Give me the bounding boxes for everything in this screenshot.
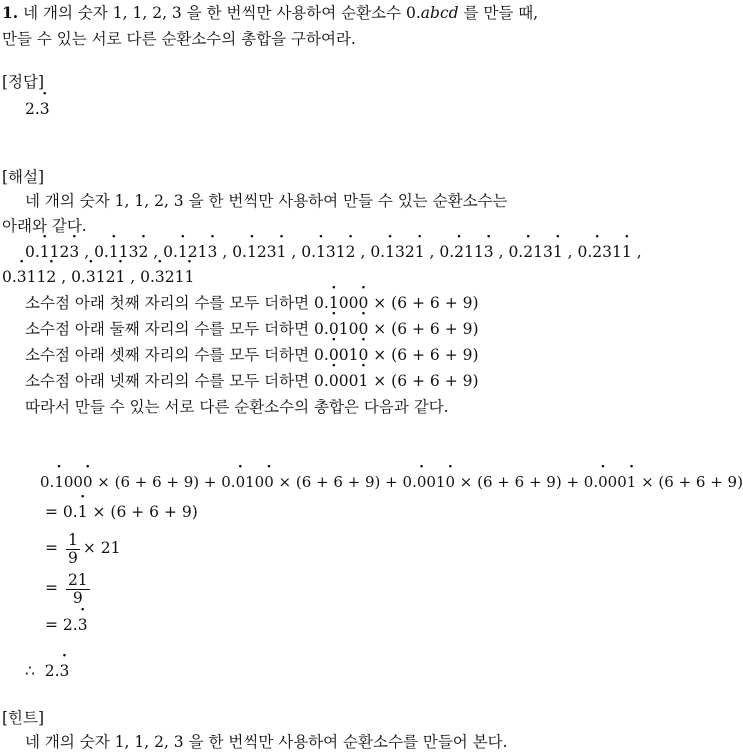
repeating-decimal	[140, 268, 194, 286]
decimal-int-part: 0.	[301, 243, 317, 261]
repeat-start-digit: 1 ·	[40, 241, 50, 263]
decimal-int-part: 0.	[25, 243, 40, 261]
decimal-int-part: 0.	[232, 243, 247, 261]
repeating-decimal	[578, 243, 632, 261]
decimal-list-row-1: 0.1 ·123 · , 0.1 ·132 · , 0.1 ·213 · , 0.1 ·231 · , 0.1 ·312 · , 0.1 ·321 · , 0.2 ·113 · , 0.2 ·131 · , 0.2 ·311 · ,	[25, 241, 642, 263]
calc-term-tail: × (6 + 6 + 9) +	[273, 473, 403, 491]
middle-digits: 00	[338, 372, 359, 390]
repeat-end-digit: 1 ·	[415, 241, 425, 263]
problem-number: 1.	[2, 3, 19, 22]
repeating-decimal	[403, 473, 456, 491]
repeating-decimal	[314, 372, 368, 390]
repeating-decimal	[370, 243, 424, 261]
problem-line-1	[2, 2, 538, 24]
repeat-start-digit: 1 ·	[54, 471, 64, 493]
repeat-end-digit: 3 ·	[208, 241, 218, 263]
decimal-int-part: 0.	[508, 243, 524, 261]
calc-term-tail: × (6 + 6 + 9)	[636, 473, 743, 491]
calc-line-1	[40, 471, 743, 493]
repeat-end-digit: d ·	[449, 2, 459, 24]
decimal-int-part: 0.	[577, 243, 593, 261]
calc-line-3: = $\frac{1}{9}$ × 21	[45, 530, 121, 567]
middle-digits: 00	[607, 473, 627, 491]
answer-header: [정답]	[2, 73, 45, 91]
sum-multiplier: × (6 + 6 + 9)	[368, 294, 479, 312]
repeat-end-digit: 0 ·	[358, 292, 368, 314]
decimal-int-part: 0.	[221, 473, 236, 491]
repeating-decimal	[439, 243, 493, 261]
hint-text: 네 개의 숫자 1, 1, 2, 3 을 한 번씩만 사용하여 순환소수를 만들어 본다.	[25, 733, 508, 751]
decimal-int-part: 0.	[370, 243, 386, 261]
repeat-end-digit: 1 ·	[115, 266, 125, 288]
middle-digits: 10	[338, 320, 359, 338]
repeating-decimal	[232, 243, 286, 261]
middle-digits: 32	[394, 243, 415, 261]
repeat-start-digit: 3 ·	[155, 266, 165, 288]
decimal-int-part: 0.	[314, 346, 329, 364]
repeat-end-digit: 1 ·	[358, 370, 368, 392]
explanation-intro-2: 아래와 같다.	[2, 217, 87, 235]
problem-line-2: 만들 수 있는 서로 다른 순환소수의 총합을 구하여라.	[2, 30, 356, 48]
repeat-end-digit: 2 ·	[138, 241, 148, 263]
fraction-one-ninth: $\frac{1}{9}$	[67, 530, 78, 567]
sum-multiplier: × (6 + 6 + 9)	[368, 372, 479, 390]
middle-digits: 21	[187, 243, 208, 261]
repeating-decimal	[71, 268, 125, 286]
repeat-end-digit: 0 ·	[358, 344, 368, 366]
conclusion-line: 따라서 만들 수 있는 서로 다른 순환소수의 총합은 다음과 같다.	[25, 398, 449, 416]
repeat-end-digit: 0 ·	[83, 471, 93, 493]
calc-repeat-digit: 1 ·	[78, 501, 88, 523]
repeat-start-digit: 0 ·	[598, 471, 608, 493]
repeat-start-digit: 0 ·	[329, 344, 339, 366]
middle-digits: 23	[256, 243, 277, 261]
explanation-header: [해설]	[2, 168, 45, 186]
sum-line-1	[25, 292, 479, 314]
hint-header: [힌트]	[2, 709, 45, 727]
repeat-start-digit: 0 ·	[329, 370, 339, 392]
repeat-start-digit: 2 ·	[454, 241, 464, 263]
repeat-end-digit: 1 ·	[627, 471, 637, 493]
sum-multiplier: × (6 + 6 + 9)	[368, 346, 479, 364]
repeating-decimal	[221, 473, 274, 491]
repeat-start-digit: 0 ·	[329, 318, 339, 340]
middle-digits: 31	[602, 243, 622, 261]
middle-digits: 01	[338, 346, 359, 364]
calc-term-tail: × (6 + 6 + 9) +	[455, 473, 584, 491]
middle-digits: 12	[95, 268, 116, 286]
repeat-end-digit: 1 ·	[185, 266, 195, 288]
repeat-end-digit: 1 ·	[553, 241, 563, 263]
sum-line-4	[25, 370, 479, 392]
repeat-start-digit: 3 ·	[86, 266, 96, 288]
calc-line-5: = 2.3 ·	[45, 614, 88, 636]
calc-line-2: = 0.1 · × (6 + 6 + 9)	[45, 501, 198, 523]
decimal-int-part: 0.	[2, 268, 17, 286]
repeat-start-digit: 1 ·	[385, 241, 395, 263]
repeating-decimal	[301, 243, 355, 261]
repeat-end-digit: 1 ·	[622, 241, 632, 263]
repeat-start-digit: 2 ·	[523, 241, 533, 263]
decimal-int-part: 0.	[314, 294, 329, 312]
repeat-start-digit: 0 ·	[236, 471, 246, 493]
repeating-decimal	[2, 268, 56, 286]
middle-digits: 11	[26, 268, 47, 286]
decimal-int-part: 0.	[402, 473, 417, 491]
calc-term-tail: × (6 + 6 + 9) +	[92, 473, 222, 491]
decimal-int-part: 0.	[314, 320, 329, 338]
problem-text-post: 를 만들 때,	[458, 4, 539, 22]
answer-int: 2.	[25, 100, 40, 118]
repeat-end-digit: 2 ·	[46, 266, 56, 288]
repeat-start-digit: 1 ·	[247, 241, 257, 263]
repeat-end-digit: 1 ·	[277, 241, 287, 263]
middle-digits: 00	[338, 294, 359, 312]
repeat-start-digit: a ·	[421, 2, 430, 24]
middle-digits: 10	[245, 473, 265, 491]
repeat-start-digit: 1 ·	[316, 241, 326, 263]
explanation-intro-1: 네 개의 숫자 1, 1, 2, 3 을 한 번씩만 사용하여 만들 수 있는 순환소수는	[25, 192, 508, 210]
repeat-start-digit: 2 ·	[592, 241, 602, 263]
repeat-start-digit: 1 ·	[329, 292, 339, 314]
middle-digits: 01	[426, 473, 446, 491]
repeat-start-digit: 1 ·	[109, 241, 119, 263]
repeating-decimal	[508, 243, 562, 261]
calc-result-repeat-digit: 3 ·	[78, 614, 88, 636]
therefore-line: ∴ 2.3 ·	[25, 660, 69, 682]
decimal-list-row-2: 0.3 ·112 · , 0.3 ·121 · , 0.3 ·211 ·	[2, 266, 194, 288]
sum-line-3	[25, 344, 479, 366]
therefore-symbol: ∴	[25, 662, 35, 680]
decimal-int-part: 0.	[140, 268, 155, 286]
middle-digits: 13	[118, 243, 139, 261]
decimal-int-part: 0.	[71, 268, 86, 286]
repeat-end-digit: 0 ·	[358, 318, 368, 340]
repeat-end-digit: 3 ·	[484, 241, 494, 263]
repeat-start-digit: 1 ·	[178, 241, 188, 263]
fraction-21-ninths: $\frac{21}{9}$	[67, 570, 88, 607]
middle-digits: bc	[430, 4, 449, 22]
therefore-repeat-digit: 3 ·	[60, 660, 70, 682]
middle-digits: 13	[533, 243, 553, 261]
decimal-int-part: 0.	[314, 372, 329, 390]
decimal-int-part: 0.	[163, 243, 178, 261]
answer-repeat-digit: 3 ·	[40, 98, 50, 120]
middle-digits: 11	[464, 243, 484, 261]
middle-digits: 31	[325, 243, 346, 261]
decimal-int-part: 0.	[439, 243, 455, 261]
repeat-end-digit: 2 ·	[346, 241, 356, 263]
sum-description: 소수점 아래 셋째 자리의 수를 모두 더하면	[25, 346, 315, 364]
repeat-end-digit: 0 ·	[264, 471, 274, 493]
middle-digits: 00	[63, 473, 83, 491]
sum-description: 소수점 아래 둘째 자리의 수를 모두 더하면	[25, 320, 315, 338]
repeat-end-digit: 3 ·	[69, 241, 79, 263]
answer-value	[25, 98, 50, 120]
decimal-int-part: 0.	[94, 243, 109, 261]
sum-multiplier: × (6 + 6 + 9)	[368, 320, 479, 338]
decimal-int-part: 0.	[40, 473, 55, 491]
sum-description: 소수점 아래 첫째 자리의 수를 모두 더하면	[25, 294, 315, 312]
repeat-start-digit: 3 ·	[17, 266, 27, 288]
repeating-decimal	[584, 473, 637, 491]
sum-line-2	[25, 318, 479, 340]
repeat-start-digit: 0 ·	[417, 471, 427, 493]
middle-digits: 12	[49, 243, 70, 261]
calc-line-4: = $\frac{21}{9}$	[45, 570, 88, 607]
repeat-end-digit: 0 ·	[445, 471, 455, 493]
middle-digits: 21	[164, 268, 185, 286]
decimal-int-part: 0.	[583, 473, 599, 491]
sum-description: 소수점 아래 넷째 자리의 수를 모두 더하면	[25, 372, 315, 390]
problem-text: 네 개의 숫자 1, 1, 2, 3 을 한 번씩만 사용하여 순환소수 0.	[23, 4, 421, 22]
